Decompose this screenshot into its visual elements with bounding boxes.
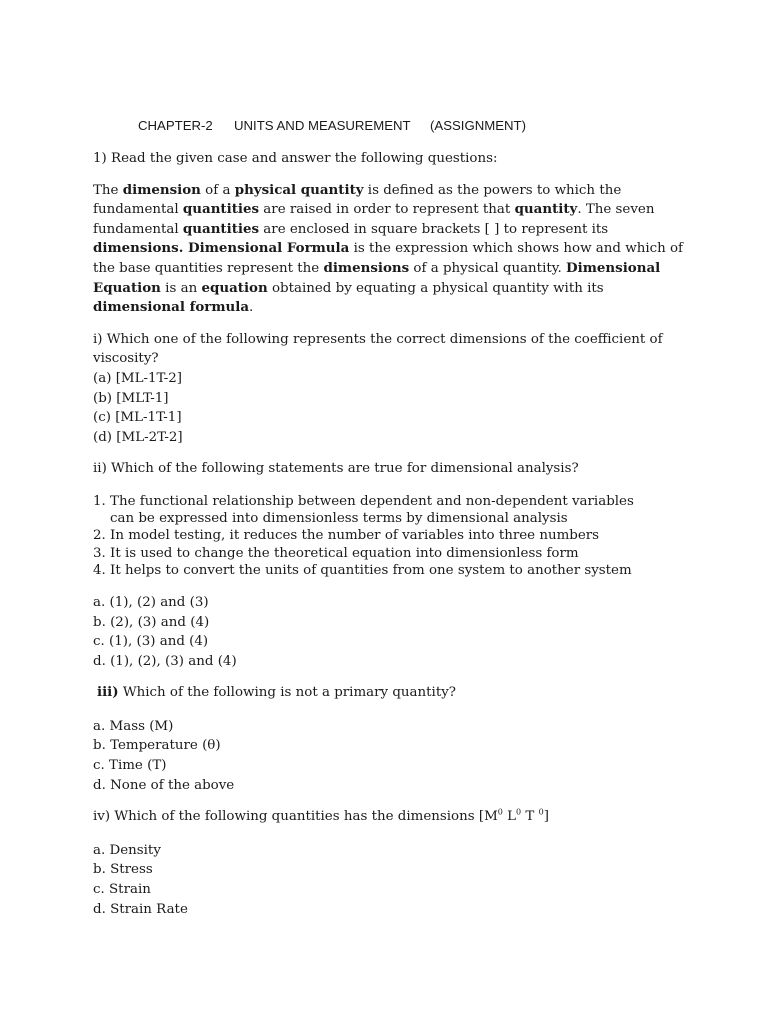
option-item: c. Time (T): [93, 758, 167, 774]
statement-item: 3. It is used to change the theoretical equation into dimensionless form: [93, 545, 579, 561]
question-number: iii): [97, 684, 119, 701]
option-item: d. (1), (2), (3) and (4): [93, 653, 237, 669]
passage-bold: dimensions. Dimensional Formula: [93, 240, 350, 257]
passage-text: of a physical quantity.: [409, 260, 567, 276]
statement-item: 2. In model testing, it reduces the number of variables into three numbers: [93, 528, 600, 544]
chapter-title: UNITS AND MEASUREMENT: [234, 118, 411, 133]
question-2: [93, 459, 683, 479]
passage-text: is the expression which shows how and which of the base quantities represent the: [93, 241, 684, 276]
statement-item: 1. The functional relationship between dependent and non-dependent variables: [93, 493, 634, 509]
passage-text: .: [249, 300, 254, 316]
question-1: [93, 330, 683, 448]
passage-bold: dimension: [122, 181, 201, 198]
document-page: [93, 118, 683, 931]
chapter-number: CHAPTER-2: [138, 118, 213, 133]
passage-bold: quantity: [514, 201, 578, 218]
option-item: b. Stress: [93, 862, 153, 878]
passage-text: are enclosed in square brackets [ ] to represent its: [259, 221, 609, 237]
option-item: b. (2), (3) and (4): [93, 614, 210, 630]
passage-text: of a: [200, 182, 235, 198]
option-item: (a) [ML-1T-2]: [93, 370, 183, 386]
passage-bold: quantities: [182, 201, 260, 218]
option-item: a. Density: [93, 842, 161, 858]
exponent: 0: [516, 807, 522, 817]
option-item: b. Temperature (θ): [93, 738, 221, 754]
passage-bold: Dimensional Equation: [93, 259, 661, 296]
exponent: 0: [538, 807, 544, 817]
passage-text: is defined as the powers to which the fundamental: [93, 182, 622, 218]
exponent: 0: [497, 807, 503, 817]
passage-bold: equation: [201, 279, 268, 296]
passage-text: are raised in order to represent that: [259, 202, 515, 218]
passage-bold: quantities: [182, 220, 260, 237]
passage-text: The: [93, 182, 123, 198]
case-passage: [93, 181, 683, 318]
chapter-heading: [138, 118, 683, 133]
option-item: a. (1), (2) and (3): [93, 594, 209, 610]
option-item: c. Strain: [93, 882, 151, 898]
question-body: T: [521, 809, 539, 825]
assignment-tag: (ASSIGNMENT): [430, 118, 526, 133]
case-instruction: 1) Read the given case and answer the following questions:: [93, 151, 498, 166]
passage-bold: dimensional formula: [93, 299, 250, 316]
option-item: (d) [ML-2T-2]: [93, 429, 183, 445]
question-3: [93, 683, 683, 795]
passage-bold: physical quantity: [234, 181, 364, 198]
question-body: L: [502, 809, 517, 825]
option-item: (c) [ML-1T-1]: [93, 410, 182, 426]
question-body: Which of the following is not a primary quantity?: [118, 685, 456, 701]
option-item: a. Mass (M): [93, 718, 174, 734]
option-list: [93, 369, 683, 447]
question-text: [93, 807, 683, 827]
option-item: d. Strain Rate: [93, 901, 188, 917]
option-list: [93, 717, 683, 795]
passage-text: . The seven fundamental: [93, 202, 655, 237]
option-item: c. (1), (3) and (4): [93, 634, 209, 650]
question-text: ii) Which of the following statements are true for dimensional analysis?: [93, 461, 579, 477]
question-body: ]: [543, 809, 549, 825]
statement-item: 4. It helps to convert the units of quantities from one system to another system: [93, 562, 632, 578]
passage-text: is an: [160, 280, 202, 296]
option-item: d. None of the above: [93, 777, 235, 793]
question-text: i) Which one of the following represents the correct dimensions of the coefficient of viscosity?: [93, 331, 663, 367]
question-text: [93, 683, 683, 703]
passage-text: obtained by equating a physical quantity with its: [267, 280, 604, 296]
option-list: [93, 841, 683, 919]
option-item: (b) [MLT-1]: [93, 390, 169, 406]
statement-list: [93, 493, 683, 579]
passage-bold: dimensions: [323, 259, 410, 276]
question-2-options: [93, 593, 683, 671]
question-4: [93, 807, 683, 919]
question-body: iv) Which of the following quantities has the dimensions [M: [93, 809, 498, 825]
statement-item-continued: can be expressed into dimensionless terms by dimensional analysis: [110, 511, 568, 527]
